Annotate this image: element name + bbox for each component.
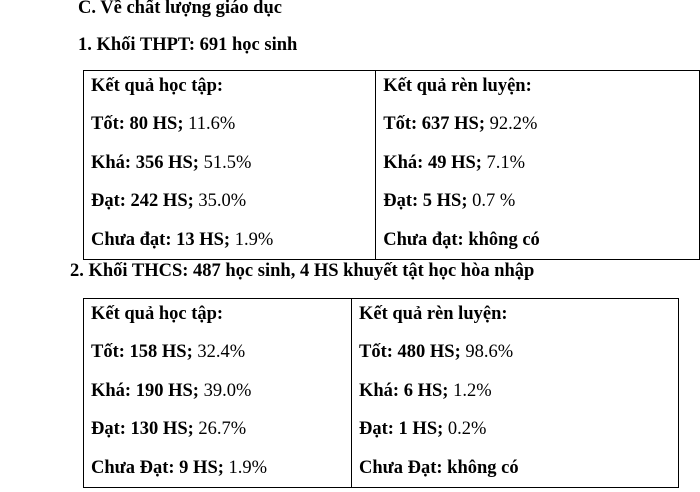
thpt-academic-pass-label: Đạt: 242 HS;: [91, 191, 194, 211]
list-item: [91, 182, 375, 221]
table-row: [84, 299, 679, 488]
list-item: [91, 410, 351, 449]
list-item: [359, 410, 678, 449]
thpt-heading: 1. Khối THPT: 691 học sinh: [78, 35, 298, 55]
thpt-conduct-fail-label: Chưa đạt: không có: [383, 229, 540, 250]
thcs-conduct-good-label: Tốt: 480 HS;: [359, 342, 461, 362]
thpt-results-table: [83, 70, 700, 260]
thcs-conduct-fail-label: Chưa Đạt: không có: [359, 457, 519, 478]
thcs-conduct-pass-label: Đạt: 1 HS;: [359, 419, 444, 439]
thcs-results-table: [83, 298, 679, 488]
thcs-conduct-cell: [352, 299, 679, 488]
thpt-academic-fair-label: Khá: 356 HS;: [91, 152, 199, 173]
thpt-academic-pass-pct: 35.0%: [193, 191, 247, 211]
list-item: [383, 182, 699, 221]
thcs-conduct-fair-label: Khá: 6 HS;: [359, 380, 449, 401]
list-item: [383, 144, 699, 183]
list-item: [383, 221, 699, 260]
list-item: [91, 144, 375, 183]
thcs-academic-fair-pct: 39.0%: [198, 380, 252, 401]
thcs-academic-fail-pct: 1.9%: [223, 457, 268, 478]
list-item: [359, 449, 678, 488]
thcs-academic-title: Kết quả học tập:: [91, 304, 224, 324]
thpt-conduct-fair-label: Khá: 49 HS;: [383, 152, 482, 173]
thpt-academic-title: Kết quả học tập:: [91, 76, 224, 96]
thpt-conduct-pass-pct: 0.7 %: [467, 191, 516, 211]
list-item: [383, 105, 699, 144]
thcs-conduct-pass-pct: 0.2%: [443, 419, 487, 439]
section-title: C. Về chất lượng giáo dục: [78, 0, 282, 18]
list-item: [91, 221, 375, 260]
thcs-academic-pass-pct: 26.7%: [193, 419, 247, 439]
thcs-academic-cell: [84, 299, 352, 488]
thcs-conduct-fair-pct: 1.2%: [448, 380, 492, 401]
list-item: [359, 372, 678, 411]
list-item: [91, 372, 351, 411]
thcs-academic-pass-label: Đạt: 130 HS;: [91, 419, 194, 439]
list-item: [359, 333, 678, 372]
thcs-academic-good-pct: 32.4%: [192, 342, 246, 362]
thcs-academic-good-label: Tốt: 158 HS;: [91, 342, 193, 362]
thcs-academic-fair-label: Khá: 190 HS;: [91, 380, 199, 401]
list-item: [91, 449, 351, 488]
thpt-conduct-good-label: Tốt: 637 HS;: [383, 114, 485, 134]
thcs-conduct-title: Kết quả rèn luyện:: [359, 304, 508, 324]
list-item: [91, 333, 351, 372]
thpt-academic-fail-pct: 1.9%: [230, 229, 274, 250]
thpt-academic-fair-pct: 51.5%: [198, 152, 252, 173]
thcs-conduct-good-pct: 98.6%: [460, 342, 514, 362]
list-item: [91, 105, 375, 144]
thpt-conduct-title: Kết quả rèn luyện:: [383, 76, 532, 96]
thpt-conduct-good-pct: 92.2%: [484, 114, 538, 134]
thpt-academic-cell: [84, 71, 376, 260]
thpt-academic-good-pct: 11.6%: [183, 114, 236, 134]
thcs-heading: 2. Khối THCS: 487 học sinh, 4 HS khuyết tật học hòa nhập: [70, 261, 535, 281]
table-row: [84, 71, 700, 260]
thpt-academic-good-label: Tốt: 80 HS;: [91, 114, 184, 134]
thcs-academic-fail-label: Chưa Đạt: 9 HS;: [91, 457, 224, 478]
thpt-conduct-cell: [376, 71, 700, 260]
thpt-conduct-pass-label: Đạt: 5 HS;: [383, 191, 468, 211]
thpt-academic-fail-label: Chưa đạt: 13 HS;: [91, 229, 231, 250]
thpt-conduct-fair-pct: 7.1%: [481, 152, 526, 173]
